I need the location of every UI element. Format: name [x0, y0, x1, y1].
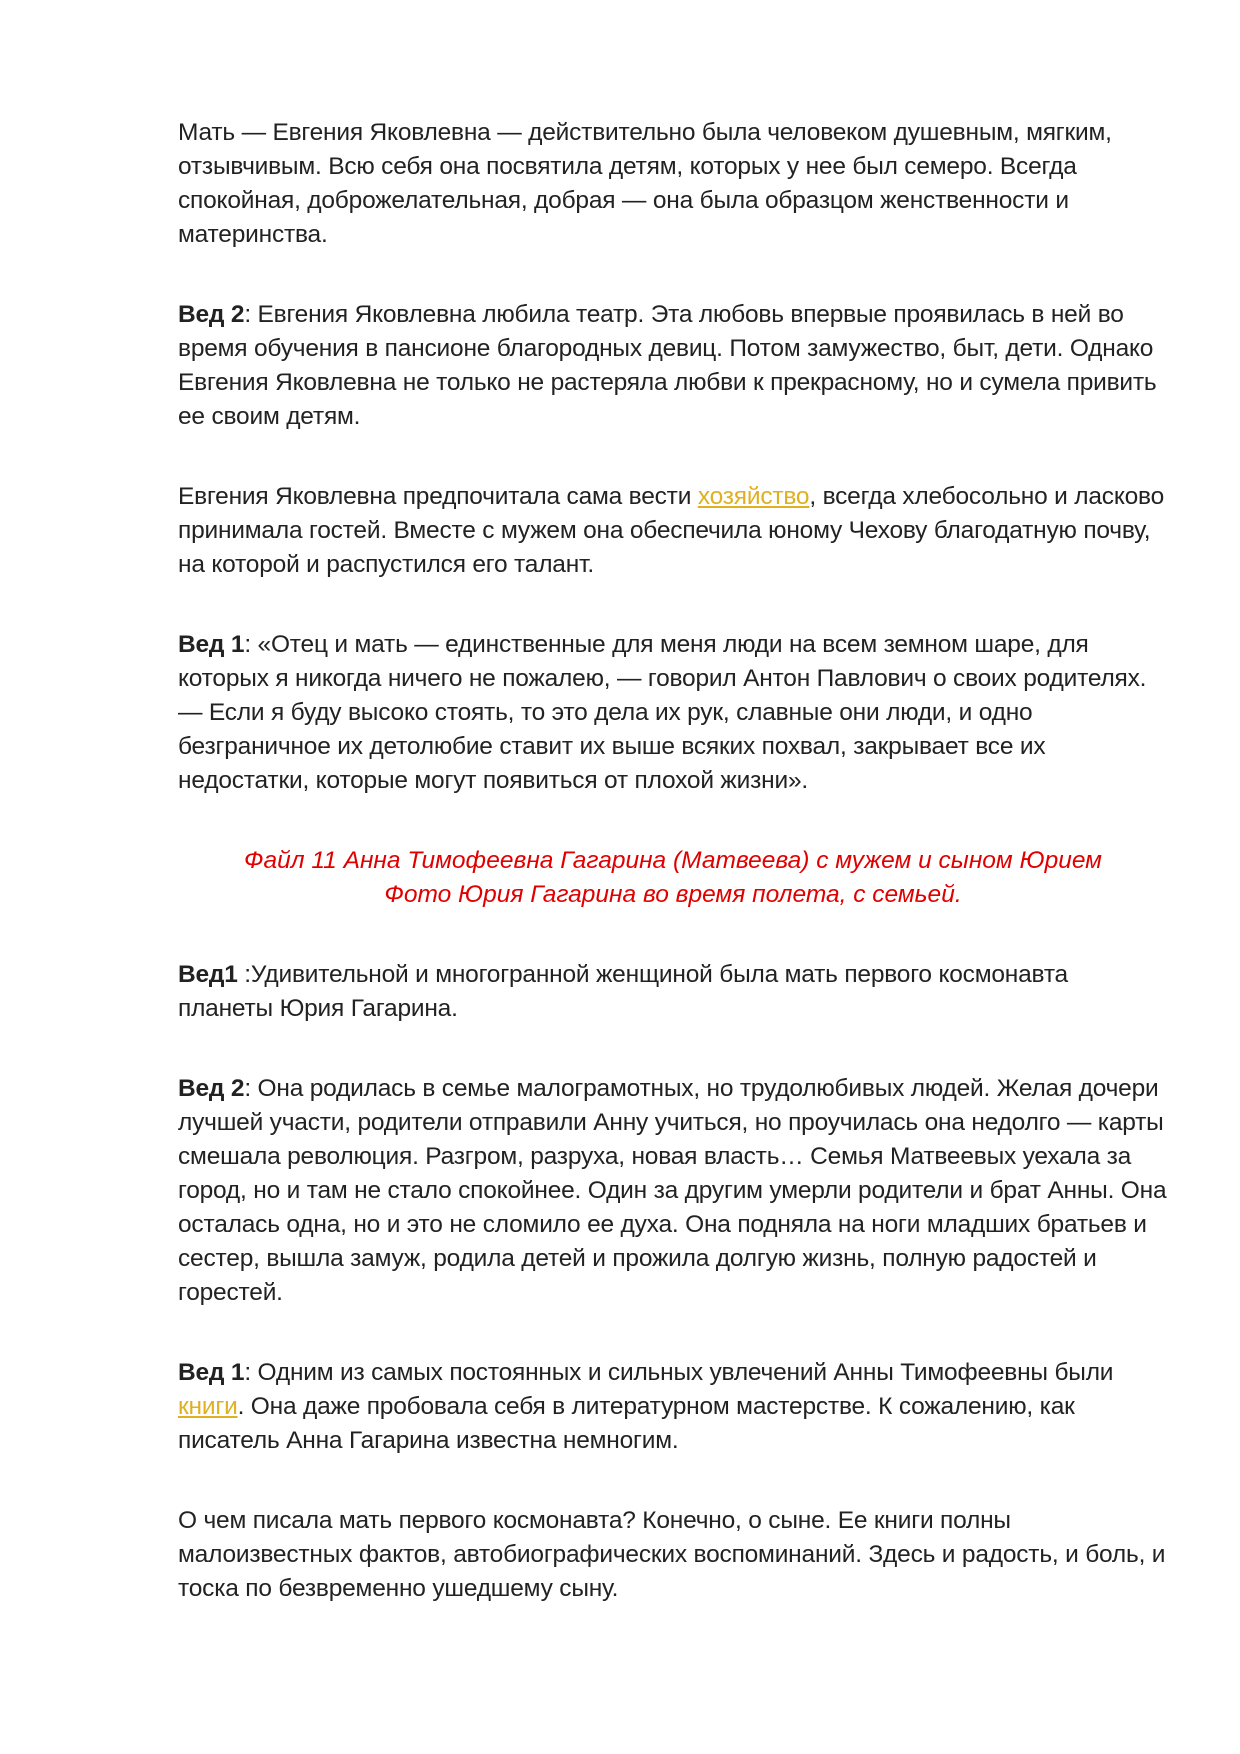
- caption-line-2: Фото Юрия Гагарина во время полета, с семьей.: [384, 881, 962, 908]
- paragraph-text: Евгения Яковлевна предпочитала сама вести: [178, 483, 698, 510]
- paragraph-quote: [178, 628, 1168, 798]
- paragraph-text: :Удивительной и многогранной женщиной была мать первого космонавта планеты Юрия Гагарина.: [178, 961, 1068, 1022]
- paragraph-writing: О чем писала мать первого космонавта? Конечно, о сыне. Ее книги полны малоизвестных фактов, автобиографических воспоминаний. Здесь и радость, и боль, и тоска по безвременно ушедшему сыну.: [178, 1507, 1166, 1602]
- paragraph-text: . Она даже пробовала себя в литературном мастерстве. К сожалению, как писатель Анна Гагарина известна немногим.: [178, 1393, 1075, 1454]
- link-household[interactable]: хозяйство: [697, 483, 810, 510]
- document-page: [178, 116, 1168, 1652]
- paragraph-theatre: [178, 298, 1168, 434]
- paragraph-gagarina-life: [178, 1072, 1168, 1310]
- speaker-label: Вед 1: [178, 1359, 245, 1386]
- speaker-label: Вед 2: [178, 301, 245, 328]
- paragraph-household: [178, 480, 1168, 582]
- speaker-label: Вед 1: [178, 631, 245, 658]
- paragraph-text: : Одним из самых постоянных и сильных увлечений Анны Тимофеевны были: [244, 1359, 1114, 1386]
- speaker-label: Вед 2: [178, 1075, 245, 1102]
- caption-line-1: Файл 11 Анна Тимофеевна Гагарина (Матвеева) с мужем и сыном Юрием: [244, 847, 1102, 874]
- paragraph-books: [178, 1356, 1168, 1458]
- paragraph-text: , всегда хлебосольно и ласково принимала гостей. Вместе с мужем она обеспечила юному Чехову благодатную почву, на которой и распустился его талант.: [178, 483, 1165, 578]
- speaker-label: Вед1: [178, 961, 238, 988]
- paragraph-text: : Евгения Яковлевна любила театр. Эта любовь впервые проявилась в ней во время обучения в пансионе благородных девиц. Потом замужество, быт, дети. Однако Евгения Яковлевна не только не растеряла любви к прекрасному, но и сумела привить ее своим детям.: [178, 301, 1157, 430]
- paragraph-gagarina-intro: [178, 958, 1168, 1026]
- paragraph-text: : «Отец и мать — единственные для меня люди на всем земном шаре, для которых я никогда ничего не пожалею, — говорил Антон Павлович о своих родителях. — Если я буду высоко стоять, то это дела их рук, славные они люди, и одно безграничное их детолюбие ставит их выше всяких похвал, закрывает все их недостатки, которые могут появиться от плохой жизни».: [178, 631, 1147, 794]
- link-books[interactable]: книги: [178, 1393, 238, 1420]
- paragraph-text: : Она родилась в семье малограмотных, но трудолюбивых людей. Желая дочери лучшей участи, родители отправили Анну учиться, но проучилась она недолго — карты смешала революция. Разгром, разруха, новая власть… Семья Матвеевых уехала за город, но и там не стало спокойнее. Один за другим умерли родители и брат Анны. Она осталась одна, но и это не сломило ее духа. Она подняла на ноги младших братьев и сестер, вышла замуж, родила детей и прожила долгую жизнь, полную радостей и горестей.: [178, 1075, 1167, 1306]
- paragraph-mother-chekhov: Мать — Евгения Яковлевна — действительно была человеком душевным, мягким, отзывчивым. Всю себя она посвятила детям, которых у нее был семеро. Всегда спокойная, доброжелательная, добрая — она была образцом женственности и материнства.: [178, 119, 1112, 248]
- file-caption: [178, 844, 1168, 912]
